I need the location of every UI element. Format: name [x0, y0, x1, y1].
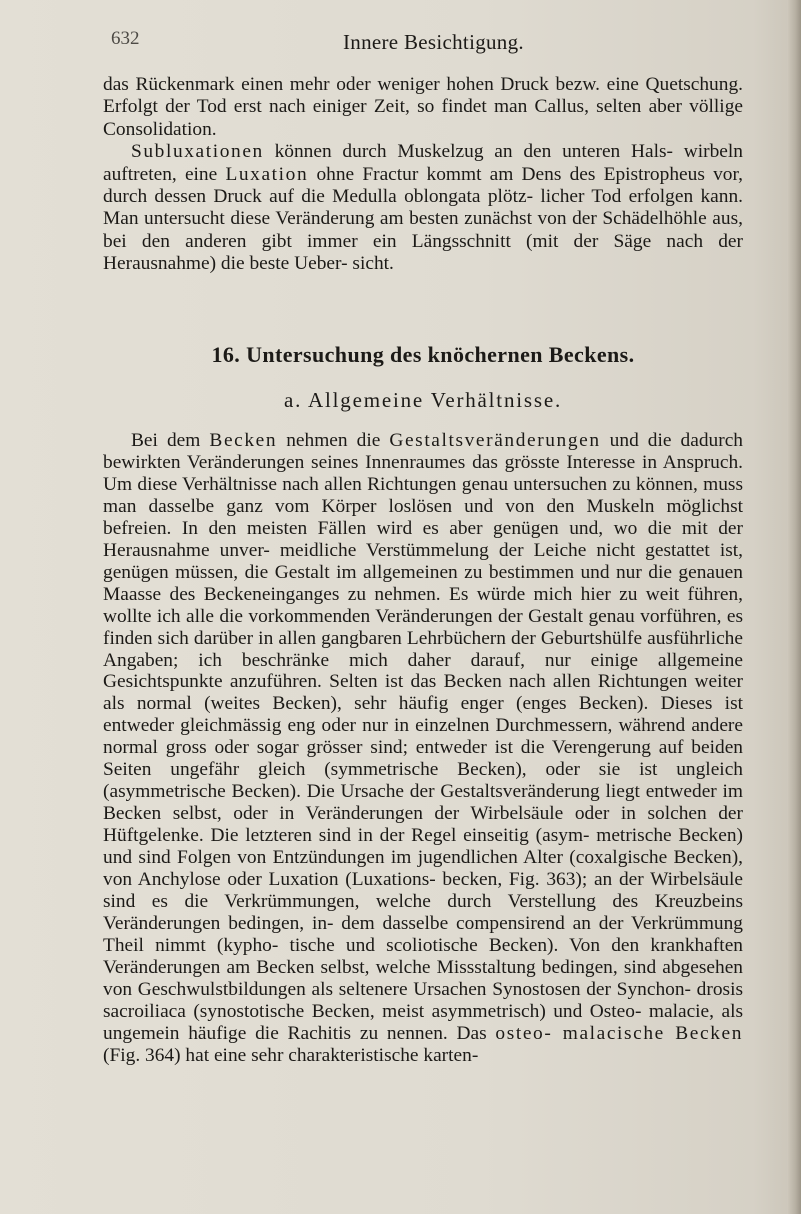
- running-head: Innere Besichtigung.: [343, 30, 524, 54]
- subsection-title: a. Allgemeine Verhältnisse.: [284, 388, 562, 412]
- paragraph-2-text-2: ohne Fractur kommt am Dens des Epistropheus vor, durch dessen Druck auf die Medulla oblongata plötz- licher Tod erfolgen kann. Man untersucht diese Veränderung am besten zunächst von der Schädelhöhle aus, bei den anderen gibt immer ein Längsschnitt (mit der Säge nach der Herausnahme) die beste Ueber- sicht.: [103, 163, 743, 275]
- term-luxation: Luxation: [225, 163, 309, 185]
- section-title: 16. Untersuchung des knöchernen Beckens.: [211, 342, 635, 367]
- paragraph-1: das Rückenmark einen mehr oder weniger hohen Druck bezw. eine Quetschung. Erfolgt der Tod erst nach einiger Zeit, so findet man Callus, selten aber völlige Consolidation.: [103, 74, 743, 140]
- paragraph-3-text-1: Bei dem: [131, 430, 210, 451]
- page-header: [103, 24, 743, 58]
- paragraph-2: [103, 141, 743, 275]
- top-text-block: [103, 74, 743, 276]
- term-osteomalacische-becken: osteo- malacische Becken: [495, 1022, 743, 1044]
- page-edge-shadow: [787, 0, 801, 1214]
- paragraph-3-text-4: (Fig. 364) hat eine sehr charakteristische karten-: [103, 1044, 479, 1066]
- page-number: 632: [111, 28, 140, 49]
- term-gestaltsveraenderungen: Gestaltsveränderungen: [389, 430, 601, 451]
- main-text-block: [103, 430, 743, 1067]
- paragraph-3-text-3: und die dadurch bewirkten Veränderungen seines Innenraumes das grösste Interesse in Anspruch. Um diese Verhältnisse nach allen Richtungen genau untersuchen zu können, muss man dasselbe ganz vom Körper loslösen und von den Muskeln möglichst befreien. In den meisten Fällen wird es aber genügen und, wo die mit der Herausnahme unver- meidliche Verstümmelung der Leiche nicht gestattet ist, genügen müssen, die Gestalt im allgemeinen zu bestimmen und nur die genauen Maasse des Beckeneinganges zu nehmen. Es würde mich hier zu weit führen, wollte ich alle die vorkommenden Veränderungen der Gestalt genau vorführen, es finden sich darüber in allen gangbaren Lehrbüchern der Geburtshülfe ausführliche Angaben; ich beschränke mich daher darauf, nur einige allgemeine Gesichtspunkte anzuführen. Selten ist das Becken nach allen Richtungen weiter als normal (weites Becken), sehr häufig enger (enges Becken). Dieses ist entweder gleichmässig eng oder nur in einzelnen Durchmessern, während andere normal gross oder sogar grösser sind; entweder ist die Verengerung auf beiden Seiten ungefähr gleich (symmetrische Becken), oder sie ist ungleich (asymmetrische Becken). Die Ursache der Gestaltsveränderung liegt entweder im Becken selbst, oder in Veränderungen der Wirbelsäule oder in solchen der Hüftgelenke. Die letzteren sind in der Regel einseitig (asym- metrische Becken) und sind Folgen von Entzündungen im jugendlichen Alter (coxalgische Becken), von Anchylose oder Luxation (Luxations- becken, Fig. 363); an der Wirbelsäule sind es die Verkrümmungen, welche durch Verstellung des Kreuzbeins Veränderungen bedingen, in- dem dasselbe compensirend an der Verkrümmung Theil nimmt (kypho- tische und scoliotische Becken). Von den krankhaften Veränderungen am Becken selbst, welche Missstaltung bedingen, sind abgesehen von Geschwulstbildungen als seltenere Ursachen Synostosen der Synchon- drosis sacroiliaca (synostotische Becken, meist asymmetrisch) und Osteo- malacie, als ungemein häufige die Rachitis zu nennen. Das: [103, 430, 743, 1044]
- term-subluxationen: Subluxationen: [131, 141, 264, 163]
- term-becken: Becken: [209, 430, 278, 451]
- paragraph-3-text-2: nehmen die: [277, 430, 390, 451]
- paragraph-2-text-1: können durch Muskelzug an den unteren Hals- wirbeln auftreten, eine: [103, 141, 743, 185]
- paragraph-3: [103, 430, 743, 1067]
